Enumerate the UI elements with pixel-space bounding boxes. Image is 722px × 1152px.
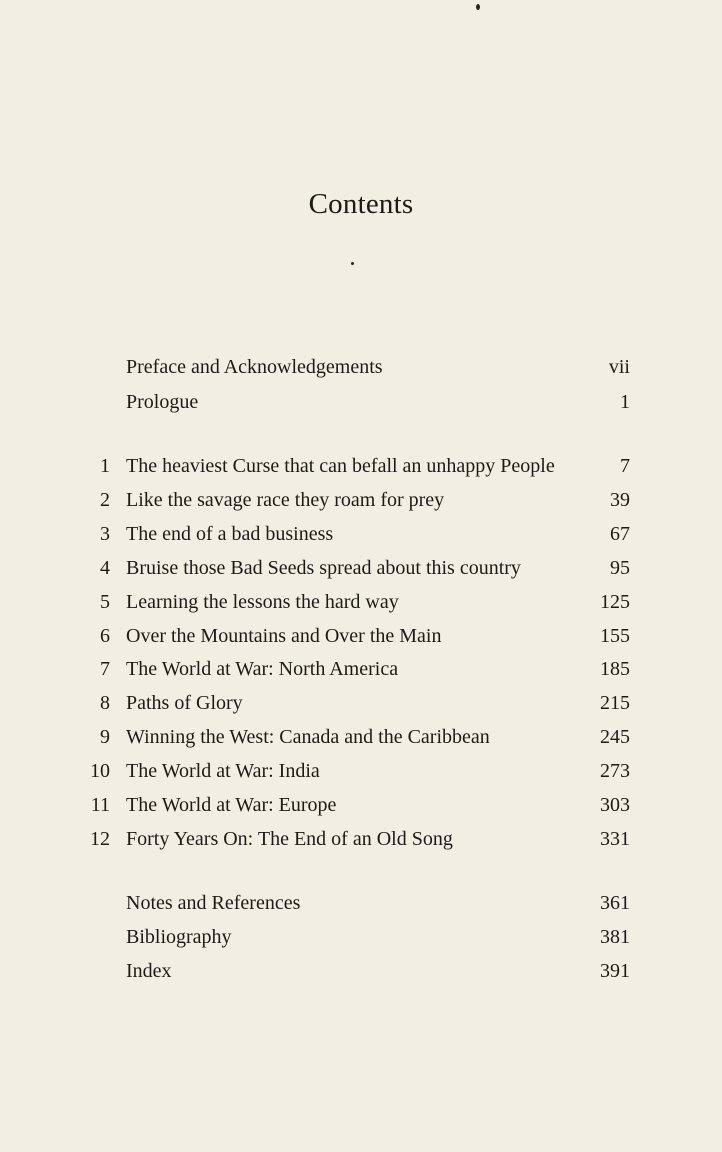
chapter-page: 39 [610,489,630,511]
toc-entry-label: Notes and References [126,892,301,914]
chapter-number: 6 [100,625,110,647]
chapter-page: 155 [600,625,630,647]
chapter-number: 7 [100,658,110,680]
chapter-title: Learning the lessons the hard way [126,591,399,613]
toc-entry-bibliography [0,923,722,951]
chapter-page: 215 [600,692,630,714]
chapter-title: The heaviest Curse that can befall an unhappy People [126,455,555,477]
page-title: Contents [308,188,414,220]
toc-chapter-1 [0,452,722,480]
toc-chapter-4 [0,554,722,582]
toc-entry-preface [0,353,722,381]
chapter-page: 7 [620,455,630,477]
chapter-number: 5 [100,591,110,613]
toc-entry-page: 1 [620,391,630,413]
toc-chapter-12 [0,825,722,853]
toc-chapter-11 [0,791,722,819]
chapter-number: 11 [90,794,110,816]
toc-entry-label: Index [126,960,172,982]
chapter-page: 303 [600,794,630,816]
chapter-title: Winning the West: Canada and the Caribbean [126,726,490,748]
ink-speck [351,262,354,265]
toc-chapter-7 [0,655,722,683]
chapter-title: Bruise those Bad Seeds spread about this country [126,557,521,579]
toc-entry-label: Bibliography [126,926,232,948]
toc-entry-notes [0,889,722,917]
chapter-title: The World at War: Europe [126,794,337,816]
toc-entry-page: 381 [600,926,630,948]
chapter-number: 4 [100,557,110,579]
chapter-page: 125 [600,591,630,613]
chapter-page: 245 [600,726,630,748]
chapter-number: 2 [100,489,110,511]
toc-chapter-8 [0,689,722,717]
toc-entry-prologue [0,388,722,416]
toc-chapter-3 [0,520,722,548]
toc-entry-page: vii [608,356,630,378]
chapter-number: 12 [90,828,110,850]
chapter-number: 9 [100,726,110,748]
toc-chapter-9 [0,723,722,751]
chapter-page: 331 [600,828,630,850]
toc-entry-index [0,957,722,985]
chapter-page: 67 [610,523,630,545]
ink-speck [476,4,480,10]
toc-chapter-5 [0,588,722,616]
chapter-number: 10 [90,760,110,782]
chapter-title: Paths of Glory [126,692,243,714]
toc-entry-label: Prologue [126,391,199,413]
chapter-number: 3 [100,523,110,545]
chapter-title: The end of a bad business [126,523,334,545]
chapter-page: 273 [600,760,630,782]
toc-chapter-6 [0,622,722,650]
toc-entry-page: 391 [600,960,630,982]
chapter-number: 8 [100,692,110,714]
chapter-title: Over the Mountains and Over the Main [126,625,442,647]
chapter-title: Forty Years On: The End of an Old Song [126,828,453,850]
toc-entry-page: 361 [600,892,630,914]
chapter-title: Like the savage race they roam for prey [126,489,445,511]
toc-chapter-10 [0,757,722,785]
toc-chapter-2 [0,486,722,514]
chapter-title: The World at War: India [126,760,320,782]
chapter-number: 1 [100,455,110,477]
chapter-page: 185 [600,658,630,680]
toc-entry-label: Preface and Acknowledgements [126,356,383,378]
chapter-page: 95 [610,557,630,579]
chapter-title: The World at War: North America [126,658,399,680]
